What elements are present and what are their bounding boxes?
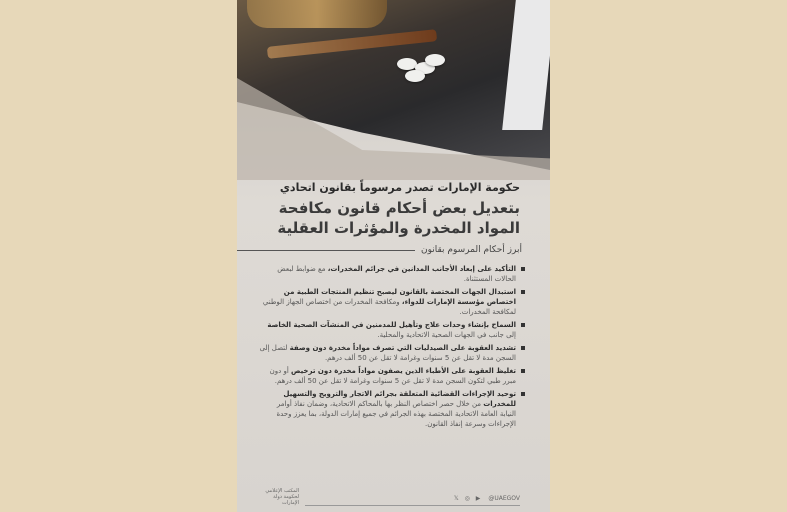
footer-divider — [305, 495, 520, 506]
item-bold: استبدال الجهات المختصة بالقانون ليصبح تنظيم المنتجات الطبية من اختصاص مؤسسة الإمارات للدواء، — [283, 288, 516, 306]
list-item — [259, 264, 526, 284]
subtitle: حكومة الإمارات تصدر مرسوماً بقانون اتحادي — [279, 181, 520, 194]
item-bold: السماح بإنشاء وحدات علاج وتأهيل للمدمنين في المنشآت الصحية الخاصة — [267, 321, 516, 329]
list-item — [259, 366, 526, 386]
social-handle[interactable]: @UAEGOV — [488, 495, 520, 502]
pill-image — [397, 58, 417, 70]
item-text: إلى جانب في الجهات الصحية الاتحادية والمحلية. — [377, 331, 516, 339]
footer — [265, 484, 520, 506]
list-item — [259, 389, 526, 429]
item-bold: توحيد الإجراءات القضائية المتعلقة بجرائم الاتجار والترويج والتسهيل للمخدرات — [283, 390, 516, 408]
list-item — [259, 320, 526, 340]
item-text: من خلال حصر اختصاص النظر بها بالمحاكم الاتحادية، وضمان نفاذ أوامر النيابة العامة الاتحادية المختصة بهذه الجرائم في جميع إمارات الدولة، بما يعزز وحدة الإجراءات وسرعة إنفاذ القانون. — [276, 400, 516, 428]
pill-image — [405, 70, 425, 82]
section-heading — [237, 244, 522, 256]
media-office-logo: المكتب الإعلامي لحكومة دولة الإمارات — [265, 488, 299, 506]
page-title — [253, 198, 520, 238]
social-icons[interactable]: 𝕏 ◎ ▶ — [453, 495, 483, 502]
list-item — [259, 287, 526, 317]
list-item — [259, 343, 526, 363]
syringe-image — [267, 29, 437, 59]
provisions-list — [259, 264, 526, 432]
pill-image — [425, 54, 445, 66]
glass-image — [247, 0, 387, 28]
title-line-2: المواد المخدرة والمؤثرات العقلية — [277, 219, 520, 237]
item-bold: التأكيد على إبعاد الأجانب المدانين في جرائم المخدرات، — [327, 265, 516, 273]
infographic-card — [237, 0, 550, 512]
title-line-1: بتعديل بعض أحكام قانون مكافحة — [278, 199, 520, 217]
item-text: لتصل إلى السجن مدة لا تقل عن 5 سنوات وغرامة لا تقل عن 50 ألف درهم. — [259, 344, 516, 362]
item-bold: تغليظ العقوبة على الأطباء الذين يصفون مواداً مخدرة دون ترخيص — [291, 367, 516, 375]
item-bold: تشديد العقوبة على الصيدليات التي تصرف مواداً مخدرة دون وصفة — [289, 344, 516, 352]
divider — [237, 250, 415, 251]
paper-image — [502, 0, 550, 130]
item-text: ومكافحة المخدرات من اختصاص الجهاز الوطني لمكافحة المخدرات. — [262, 298, 516, 316]
item-text: أو دون مبرر طبي لتكون السجن مدة لا تقل عن 5 سنوات وغرامة لا تقل عن 50 ألف درهم. — [269, 367, 516, 385]
item-text: مع ضوابط لبعض الحالات المستثناة. — [277, 265, 516, 283]
section-heading-text: أبرز أحكام المرسوم بقانون — [421, 245, 522, 255]
text-content — [237, 180, 550, 506]
